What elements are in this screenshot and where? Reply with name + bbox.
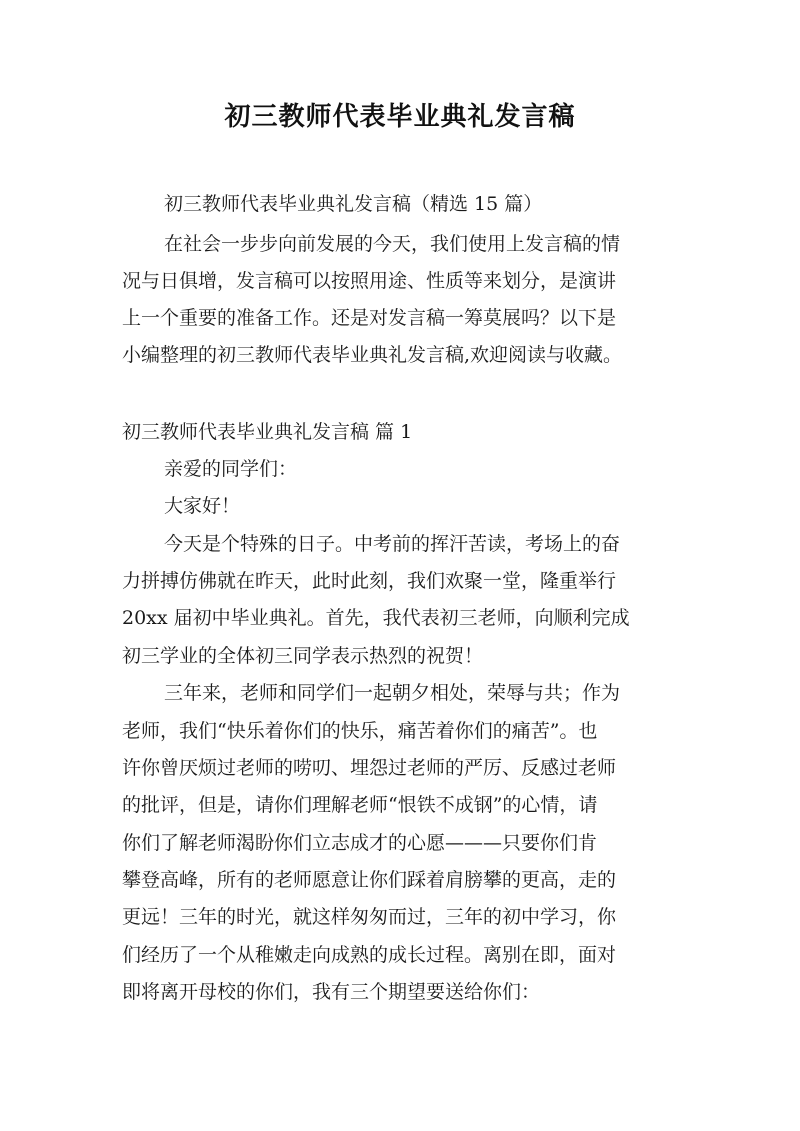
intro-line: 况与日俱增，发言稿可以按照用途、性质等来划分，是演讲 [122,270,617,292]
body-line: 许你曾厌烦过老师的唠叨、埋怨过老师的严厉、反感过老师 [122,757,617,779]
document-title: 初三教师代表毕业典礼发言稿 [224,102,576,132]
body-line: 力拼搏仿佛就在昨天，此时此刻，我们欢聚一堂，隆重举行 [122,570,617,592]
body-line: 老师，我们“快乐着你们的快乐，痛苦着你们的痛苦”。也 [122,720,598,742]
salutation-line: 亲爱的同学们： [164,458,298,480]
section-heading: 初三教师代表毕业典礼发言稿 篇 1 [122,421,413,443]
body-line: 20xx 届初中毕业典礼。首先，我代表初三老师，向顺利完成 [122,607,630,629]
body-line: 即将离开母校的你们，我有三个期望要送给你们： [122,981,541,1003]
intro-line: 小编整理的初三教师代表毕业典礼发言稿,欢迎阅读与收藏。 [122,344,623,366]
intro-line: 在社会一步步向前发展的今天，我们使用上发言稿的情 [164,233,621,255]
subtitle-line: 初三教师代表毕业典礼发言稿（精选 15 篇） [164,193,543,215]
body-line: 今天是个特殊的日子。中考前的挥汗苦读，考场上的奋 [164,533,621,555]
body-line: 你们了解老师渴盼你们立志成才的心愿———只要你们肯 [122,832,598,854]
body-line: 的批评，但是，请你们理解老师“恨铁不成钢”的心情，请 [122,794,598,816]
body-line: 初三学业的全体初三同学表示热烈的祝贺！ [122,645,484,667]
body-line: 更远！三年的时光，就这样匆匆而过，三年的初中学习，你 [122,906,617,928]
body-line: 攀登高峰，所有的老师愿意让你们踩着肩膀攀的更高，走的 [122,869,617,891]
greeting-line: 大家好！ [164,495,241,517]
body-line: 们经历了一个从稚嫩走向成熟的成长过程。离别在即，面对 [122,944,617,966]
body-line: 三年来，老师和同学们一起朝夕相处，荣辱与共；作为 [164,682,621,704]
intro-line: 上一个重要的准备工作。还是对发言稿一筹莫展吗？以下是 [122,307,617,329]
